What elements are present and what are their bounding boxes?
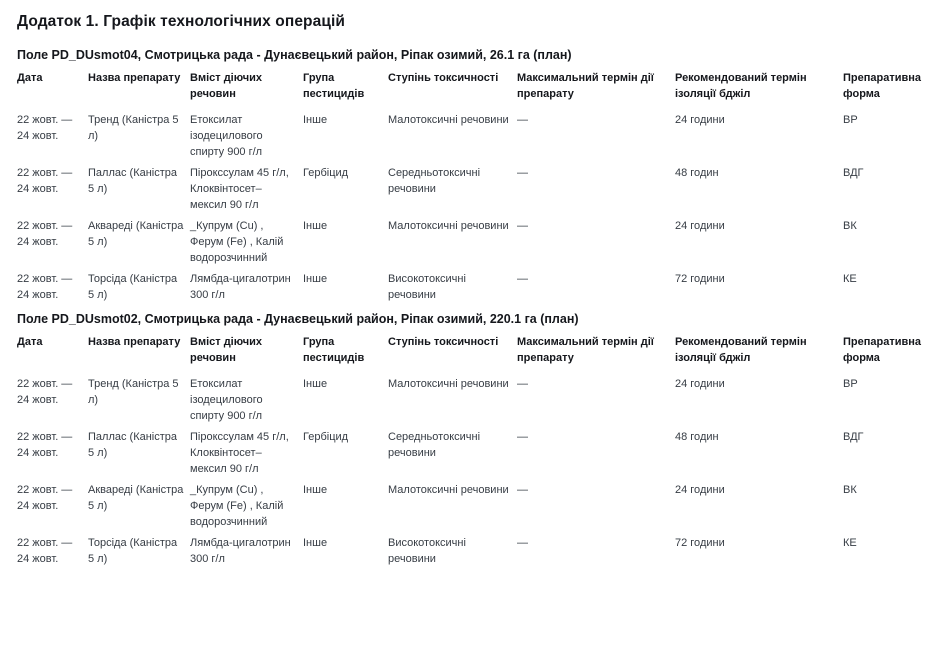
table-cell: _Купрум (Cu) , Ферум (Fe) , Калій водорозчинний	[190, 484, 284, 528]
table-cell: 72 години	[675, 273, 725, 285]
table-cell: 22 жовт. — 24 жовт.	[17, 220, 73, 248]
table-cell: 72 години	[675, 537, 725, 549]
field-section	[17, 47, 929, 308]
table-cell: Малотоксичні речовини	[388, 378, 509, 390]
table-row	[17, 376, 929, 429]
table-cell: Аквареді (Каністра 5 л)	[88, 484, 184, 512]
table-cell: 24 години	[675, 220, 725, 232]
column-header: Ступінь токсичності	[388, 336, 499, 348]
table-cell: 24 години	[675, 378, 725, 390]
column-header: Група пестицидів	[303, 336, 365, 364]
table-cell: Інше	[303, 537, 328, 549]
table-cell: Високотоксичні речовини	[388, 537, 466, 565]
table-cell: Інше	[303, 484, 328, 496]
table-body	[17, 376, 929, 572]
column-header: Група пестицидів	[303, 72, 365, 100]
table-cell: Лямбда-цигалотрин 300 г/л	[190, 537, 291, 565]
table-cell: Тренд (Каністра 5 л)	[88, 114, 179, 142]
operations-table	[17, 334, 929, 572]
table-cell: Пірокссулам 45 г/л, Клоквінтосет–мексил 90 г/л	[190, 167, 289, 211]
table-body	[17, 112, 929, 308]
table-cell: —	[517, 167, 528, 179]
table-row	[17, 112, 929, 165]
field-section	[17, 311, 929, 572]
table-header-row	[17, 334, 929, 376]
table-cell: ВК	[843, 484, 857, 496]
table-header-row	[17, 70, 929, 112]
table-cell: Торсіда (Каністра 5 л)	[88, 537, 178, 565]
table-cell: Малотоксичні речовини	[388, 220, 509, 232]
table-row	[17, 482, 929, 535]
page-title: Додаток 1. Графік технологічних операцій	[17, 13, 345, 30]
field-sections	[17, 47, 929, 572]
column-header: Дата	[17, 72, 43, 84]
column-header: Максимальний термін дії препарату	[517, 336, 654, 364]
table-cell: ВР	[843, 378, 858, 390]
table-row	[17, 271, 929, 308]
column-header: Вміст діючих речовин	[190, 72, 262, 100]
table-cell: Паллас (Каністра 5 л)	[88, 431, 178, 459]
table-cell: Пірокссулам 45 г/л, Клоквінтосет–мексил 90 г/л	[190, 431, 289, 475]
table-cell: —	[517, 220, 528, 232]
table-cell: —	[517, 378, 528, 390]
field-section-subtitle: Поле PD_DUsmot02, Смотрицька рада - Дунаєвецький район, Ріпак озимий, 220.1 га (план)	[17, 312, 579, 326]
table-cell: Аквареді (Каністра 5 л)	[88, 220, 184, 248]
table-cell: 24 години	[675, 484, 725, 496]
table-cell: 48 годин	[675, 431, 719, 443]
table-cell: 22 жовт. — 24 жовт.	[17, 484, 73, 512]
table-cell: ВДГ	[843, 167, 864, 179]
table-row	[17, 165, 929, 218]
column-header: Дата	[17, 336, 43, 348]
table-cell: Інше	[303, 114, 328, 126]
table-cell: Етоксилат ізодецилового спирту 900 г/л	[190, 114, 263, 158]
table-cell: Малотоксичні речовини	[388, 114, 509, 126]
field-section-subtitle: Поле PD_DUsmot04, Смотрицька рада - Дунаєвецький район, Ріпак озимий, 26.1 га (план)	[17, 48, 572, 62]
table-cell: Гербіцид	[303, 431, 349, 443]
column-header: Рекомендований термін ізоляції бджіл	[675, 336, 807, 364]
table-cell: Високотоксичні речовини	[388, 273, 466, 301]
table-cell: Гербіцид	[303, 167, 349, 179]
table-cell: 22 жовт. — 24 жовт.	[17, 431, 73, 459]
table-cell: 48 годин	[675, 167, 719, 179]
table-cell: КЕ	[843, 537, 857, 549]
operations-table	[17, 70, 929, 308]
table-cell: 22 жовт. — 24 жовт.	[17, 114, 73, 142]
column-header: Максимальний термін дії препарату	[517, 72, 654, 100]
column-header: Рекомендований термін ізоляції бджіл	[675, 72, 807, 100]
table-cell: —	[517, 484, 528, 496]
table-cell: ВК	[843, 220, 857, 232]
table-cell: —	[517, 114, 528, 126]
table-cell: —	[517, 537, 528, 549]
table-cell: ВР	[843, 114, 858, 126]
table-cell: _Купрум (Cu) , Ферум (Fe) , Калій водорозчинний	[190, 220, 284, 264]
table-row	[17, 429, 929, 482]
table-row	[17, 218, 929, 271]
table-cell: Тренд (Каністра 5 л)	[88, 378, 179, 406]
column-header: Вміст діючих речовин	[190, 336, 262, 364]
table-cell: Лямбда-цигалотрин 300 г/л	[190, 273, 291, 301]
table-cell: 22 жовт. — 24 жовт.	[17, 167, 73, 195]
table-cell: Етоксилат ізодецилового спирту 900 г/л	[190, 378, 263, 422]
table-cell: Паллас (Каністра 5 л)	[88, 167, 178, 195]
table-cell: 22 жовт. — 24 жовт.	[17, 378, 73, 406]
table-cell: Середньотоксичні речовини	[388, 167, 481, 195]
column-header: Назва препарату	[88, 72, 181, 84]
column-header: Ступінь токсичності	[388, 72, 499, 84]
column-header: Назва препарату	[88, 336, 181, 348]
column-header: Препаративна форма	[843, 72, 922, 100]
table-cell: Інше	[303, 273, 328, 285]
table-cell: —	[517, 431, 528, 443]
table-cell: 22 жовт. — 24 жовт.	[17, 273, 73, 301]
table-cell: Малотоксичні речовини	[388, 484, 509, 496]
table-cell: —	[517, 273, 528, 285]
column-header: Препаративна форма	[843, 336, 922, 364]
table-cell: 22 жовт. — 24 жовт.	[17, 537, 73, 565]
table-cell: Інше	[303, 220, 328, 232]
table-row	[17, 535, 929, 572]
table-cell: КЕ	[843, 273, 857, 285]
table-cell: 24 години	[675, 114, 725, 126]
table-cell: ВДГ	[843, 431, 864, 443]
table-cell: Середньотоксичні речовини	[388, 431, 481, 459]
table-cell: Торсіда (Каністра 5 л)	[88, 273, 178, 301]
table-cell: Інше	[303, 378, 328, 390]
